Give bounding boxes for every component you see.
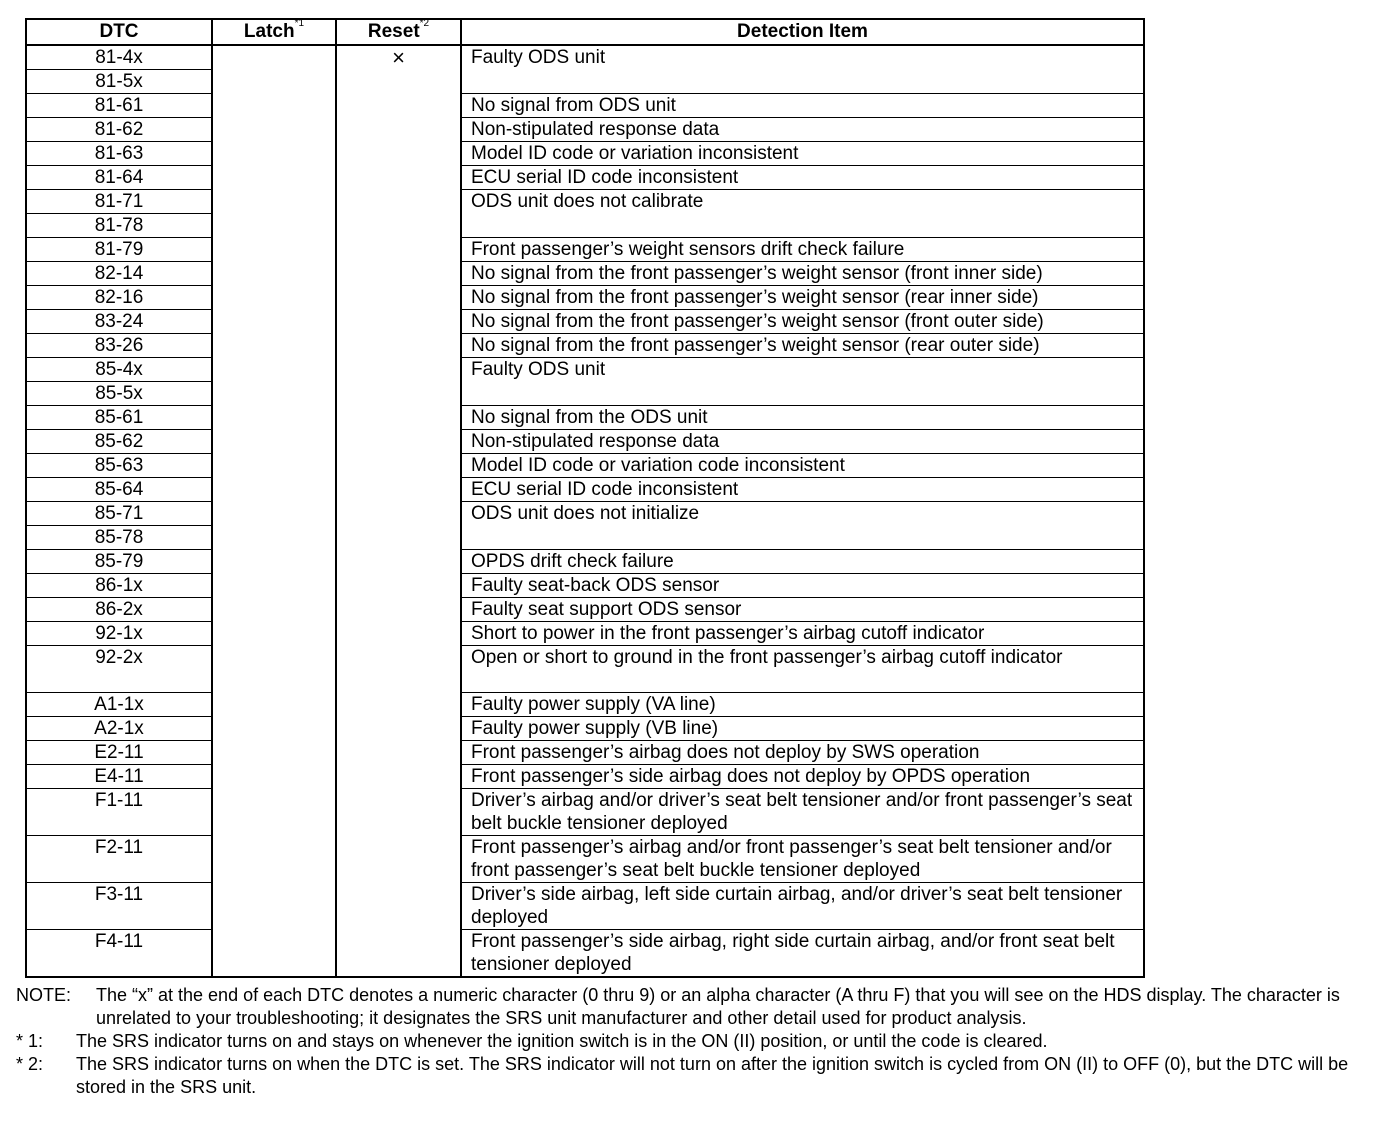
table-row <box>26 94 1144 118</box>
dtc-code: F4-11 <box>26 930 212 978</box>
footnote-1-text: The SRS indicator turns on and stays on whenever the ignition switch is in the ON (II) position, or until the code is cleared. <box>76 1031 1048 1051</box>
note <box>16 984 1376 1030</box>
note-label: NOTE: <box>16 985 72 1005</box>
detection-item: Faulty ODS unit <box>461 358 1144 406</box>
detection-item: Faulty seat support ODS sensor <box>461 598 1144 622</box>
dtc-code: A2-1x <box>26 717 212 741</box>
detection-item: Model ID code or variation inconsistent <box>461 142 1144 166</box>
detection-item: Open or short to ground in the front passenger’s airbag cutoff indicator <box>461 646 1144 693</box>
table-row <box>26 166 1144 190</box>
table-row <box>26 286 1144 310</box>
dtc-code: 86-2x <box>26 598 212 622</box>
detection-item: No signal from the front passenger’s weight sensor (front inner side) <box>461 262 1144 286</box>
dtc-code: E4-11 <box>26 765 212 789</box>
dtc-code: 85-63 <box>26 454 212 478</box>
detection-item: Non-stipulated response data <box>461 118 1144 142</box>
detection-item: No signal from the front passenger’s weight sensor (rear outer side) <box>461 334 1144 358</box>
note-text: The “x” at the end of each DTC denotes a numeric character (0 thru 9) or an alpha character (A thru F) that you will see on the HDS display. The character is unrelated to your troubleshooting; it designates the SRS unit manufacturer and other detail used for product analysis. <box>96 985 1340 1028</box>
table-row <box>26 598 1144 622</box>
dtc-code: F2-11 <box>26 836 212 883</box>
table-row <box>26 430 1144 454</box>
detection-item: Faulty ODS unit <box>461 45 1144 94</box>
table-row <box>26 550 1144 574</box>
detection-item: Short to power in the front passenger’s airbag cutoff indicator <box>461 622 1144 646</box>
detection-item: Front passenger’s side airbag, right side curtain airbag, and/or front seat belt tensioner deployed <box>461 930 1144 978</box>
dtc-code: 83-24 <box>26 310 212 334</box>
header-dtc: DTC <box>26 19 212 45</box>
detection-item: Model ID code or variation code inconsistent <box>461 454 1144 478</box>
dtc-code: 92-2x <box>26 646 212 693</box>
dtc-code: 85-61 <box>26 406 212 430</box>
dtc-code: 81-5x <box>26 70 212 94</box>
table-row <box>26 717 1144 741</box>
table-row <box>26 574 1144 598</box>
table-row <box>26 358 1144 382</box>
table-row <box>26 646 1144 693</box>
dtc-code: A1-1x <box>26 693 212 717</box>
detection-item: No signal from the front passenger’s weight sensor (front outer side) <box>461 310 1144 334</box>
dtc-code: 82-16 <box>26 286 212 310</box>
table-row <box>26 118 1144 142</box>
table-row <box>26 190 1144 214</box>
detection-item: Front passenger’s airbag and/or front passenger’s seat belt tensioner and/or front passenger’s seat belt buckle tensioner deployed <box>461 836 1144 883</box>
table-row <box>26 836 1144 883</box>
footnote-2-text: The SRS indicator turns on when the DTC is set. The SRS indicator will not turn on after the ignition switch is cycled from ON (II) to OFF (0), but the DTC will be stored in the SRS unit. <box>76 1054 1349 1097</box>
reset-x-mark: × <box>392 45 405 70</box>
dtc-code: 81-62 <box>26 118 212 142</box>
dtc-code: 85-62 <box>26 430 212 454</box>
detection-item: No signal from ODS unit <box>461 94 1144 118</box>
detection-item: No signal from the front passenger’s weight sensor (rear inner side) <box>461 286 1144 310</box>
detection-item: Faulty seat-back ODS sensor <box>461 574 1144 598</box>
table-row <box>26 238 1144 262</box>
detection-item: Faulty power supply (VB line) <box>461 717 1144 741</box>
detection-item: Faulty power supply (VA line) <box>461 693 1144 717</box>
table-row <box>26 622 1144 646</box>
table-row <box>26 454 1144 478</box>
table-row <box>26 789 1144 836</box>
dtc-code: 81-78 <box>26 214 212 238</box>
dtc-code: 81-63 <box>26 142 212 166</box>
detection-item: Front passenger’s weight sensors drift check failure <box>461 238 1144 262</box>
table-row <box>26 883 1144 930</box>
table-row <box>26 765 1144 789</box>
table-row <box>26 406 1144 430</box>
dtc-code: E2-11 <box>26 741 212 765</box>
detection-item: Front passenger’s airbag does not deploy by SWS operation <box>461 741 1144 765</box>
detection-item: Driver’s airbag and/or driver’s seat belt tensioner and/or front passenger’s seat belt buckle tensioner deployed <box>461 789 1144 836</box>
table-row <box>26 693 1144 717</box>
detection-item: ODS unit does not initialize <box>461 502 1144 550</box>
dtc-code: 85-5x <box>26 382 212 406</box>
reset-column <box>336 45 461 977</box>
detection-item: OPDS drift check failure <box>461 550 1144 574</box>
detection-item: No signal from the ODS unit <box>461 406 1144 430</box>
footnote-2-label: * 2: <box>16 1054 44 1074</box>
table-row <box>26 502 1144 526</box>
dtc-code: 82-14 <box>26 262 212 286</box>
dtc-code: 85-78 <box>26 526 212 550</box>
dtc-code: 86-1x <box>26 574 212 598</box>
detection-item: ECU serial ID code inconsistent <box>461 166 1144 190</box>
header-detection-item: Detection Item <box>461 19 1144 45</box>
dtc-code: 81-61 <box>26 94 212 118</box>
dtc-code: F1-11 <box>26 789 212 836</box>
latch-column <box>212 45 336 977</box>
table-row <box>26 478 1144 502</box>
detection-item: ECU serial ID code inconsistent <box>461 478 1144 502</box>
table-body <box>26 45 1144 977</box>
table-row <box>26 262 1144 286</box>
footnote-1 <box>16 1030 1376 1053</box>
dtc-code: 81-4x <box>26 45 212 70</box>
table-row <box>26 334 1144 358</box>
notes <box>16 984 1376 1099</box>
dtc-code: 81-79 <box>26 238 212 262</box>
dtc-code: 85-64 <box>26 478 212 502</box>
table-header-row <box>26 19 1144 45</box>
table-row <box>26 142 1144 166</box>
dtc-code: 85-79 <box>26 550 212 574</box>
table-row <box>26 741 1144 765</box>
table-row <box>26 45 1144 70</box>
dtc-table <box>25 18 1145 978</box>
detection-item: ODS unit does not calibrate <box>461 190 1144 238</box>
dtc-code: 85-71 <box>26 502 212 526</box>
latch-footnote-ref: *1 <box>294 17 305 29</box>
header-reset: Reset$^{*2}$ <box>336 19 461 45</box>
reset-footnote-ref: *2 <box>419 17 430 29</box>
dtc-code: F3-11 <box>26 883 212 930</box>
footnote-1-label: * 1: <box>16 1031 44 1051</box>
dtc-code: 81-71 <box>26 190 212 214</box>
dtc-code: 92-1x <box>26 622 212 646</box>
dtc-code: 83-26 <box>26 334 212 358</box>
dtc-code: 81-64 <box>26 166 212 190</box>
table-row <box>26 310 1144 334</box>
footnote-2 <box>16 1053 1376 1099</box>
table-row <box>26 930 1144 978</box>
dtc-code: 85-4x <box>26 358 212 382</box>
detection-item: Non-stipulated response data <box>461 430 1144 454</box>
detection-item: Front passenger’s side airbag does not deploy by OPDS operation <box>461 765 1144 789</box>
detection-item: Driver’s side airbag, left side curtain airbag, and/or driver’s seat belt tensioner deployed <box>461 883 1144 930</box>
header-latch: Latch$^{*1}$ <box>212 19 336 45</box>
